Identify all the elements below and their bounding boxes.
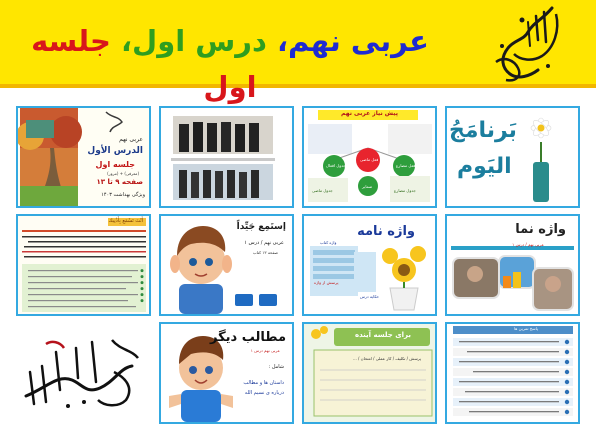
lesson-text-title: أَنْتَ تَسْمَع بِأُذُنِيك bbox=[108, 218, 143, 224]
prerequisite-node: فعل ماضی bbox=[360, 157, 379, 162]
slide-word-display[interactable] bbox=[445, 214, 580, 316]
program-title-line2: اليَوم bbox=[457, 154, 512, 179]
slide-book-cover[interactable] bbox=[16, 106, 151, 208]
page-title bbox=[20, 18, 440, 104]
next-session-title: برای جلسه آینده bbox=[354, 331, 411, 339]
program-title-line1: بَرنامَجُ bbox=[449, 118, 517, 143]
slide-prerequisites[interactable] bbox=[302, 106, 437, 208]
title-lesson: درس اول bbox=[132, 24, 267, 58]
title-separator: ، bbox=[266, 24, 288, 58]
word-display-subtitle: عربی نهم / درس ۱ bbox=[512, 242, 544, 247]
book-subject: (معرفی) + (مرور) bbox=[107, 171, 139, 176]
vocabulary-label: واژه كتاب bbox=[320, 240, 337, 245]
book-year: ویژگی بهداشت ۱۴۰۳ bbox=[101, 192, 145, 198]
next-session-line: پرسش / تكلیف / كار عملی / امتحان / ... bbox=[352, 356, 421, 361]
answers-list-graphic bbox=[447, 324, 578, 422]
book-title-line: عربی نهم bbox=[119, 136, 143, 143]
vocabulary-title: واژه نامه bbox=[357, 224, 415, 239]
slide-answers-list[interactable] bbox=[445, 322, 580, 424]
word-display-title: واژه نما bbox=[515, 222, 566, 237]
slides-grid bbox=[16, 106, 580, 438]
slide-listen[interactable] bbox=[159, 214, 294, 316]
slide-next-session[interactable] bbox=[302, 322, 437, 424]
prerequisite-node: فعل مضارع bbox=[396, 163, 416, 168]
other-topics-line: شامل : bbox=[268, 364, 284, 370]
slide-calligraphy[interactable] bbox=[16, 322, 151, 424]
slide-other-topics[interactable] bbox=[159, 322, 294, 424]
bismillah-calligraphy-logo bbox=[484, 2, 570, 86]
title-subject: عربی نهم bbox=[287, 24, 429, 58]
vocabulary-label: حكايه درس bbox=[360, 294, 380, 299]
title-separator: ، bbox=[110, 24, 133, 58]
answers-list-title: پاسخ تمرین ها bbox=[514, 326, 538, 331]
slide-lesson-text[interactable] bbox=[16, 214, 151, 316]
title-session: جلسه اول bbox=[31, 24, 257, 104]
slide-vocabulary[interactable] bbox=[302, 214, 437, 316]
other-topics-subtitle: عربی نهم درس ۱ bbox=[250, 348, 280, 353]
other-topics-title: مطالب دیگر bbox=[210, 330, 286, 345]
listen-subtitle: عربی نهم / درس ۱ bbox=[244, 240, 284, 246]
group-photos-graphic bbox=[161, 108, 292, 206]
header-banner bbox=[0, 0, 596, 104]
book-session-title: جلسه اول bbox=[95, 160, 135, 169]
other-topics-line: داستان ها و مطالب bbox=[243, 380, 284, 386]
book-pages: صفحه ۹ تا ۱۳ bbox=[96, 178, 143, 186]
book-lesson-title: الدرس الأول bbox=[87, 146, 143, 156]
calligraphy-graphic bbox=[16, 322, 151, 424]
other-topics-line: درباره ی نسیم الله bbox=[244, 390, 284, 396]
slide-photos[interactable] bbox=[159, 106, 294, 208]
prerequisite-node: ضمایر bbox=[362, 184, 373, 189]
prerequisite-node: جدول افعال bbox=[326, 163, 346, 168]
prerequisite-node: جدول ماضی bbox=[312, 188, 333, 193]
listen-page: صفحه ۱۳ كتاب bbox=[252, 250, 278, 255]
listen-title: إستَمِع جَيِّداً bbox=[236, 222, 286, 232]
slide-today-program[interactable] bbox=[445, 106, 580, 208]
prerequisites-title: پیش نیاز عربی نهم bbox=[341, 110, 398, 117]
vocabulary-label: پرسش از واژه bbox=[314, 280, 339, 285]
lesson-text-graphic bbox=[18, 216, 149, 314]
prerequisite-node: جدول مضارع bbox=[394, 188, 416, 193]
